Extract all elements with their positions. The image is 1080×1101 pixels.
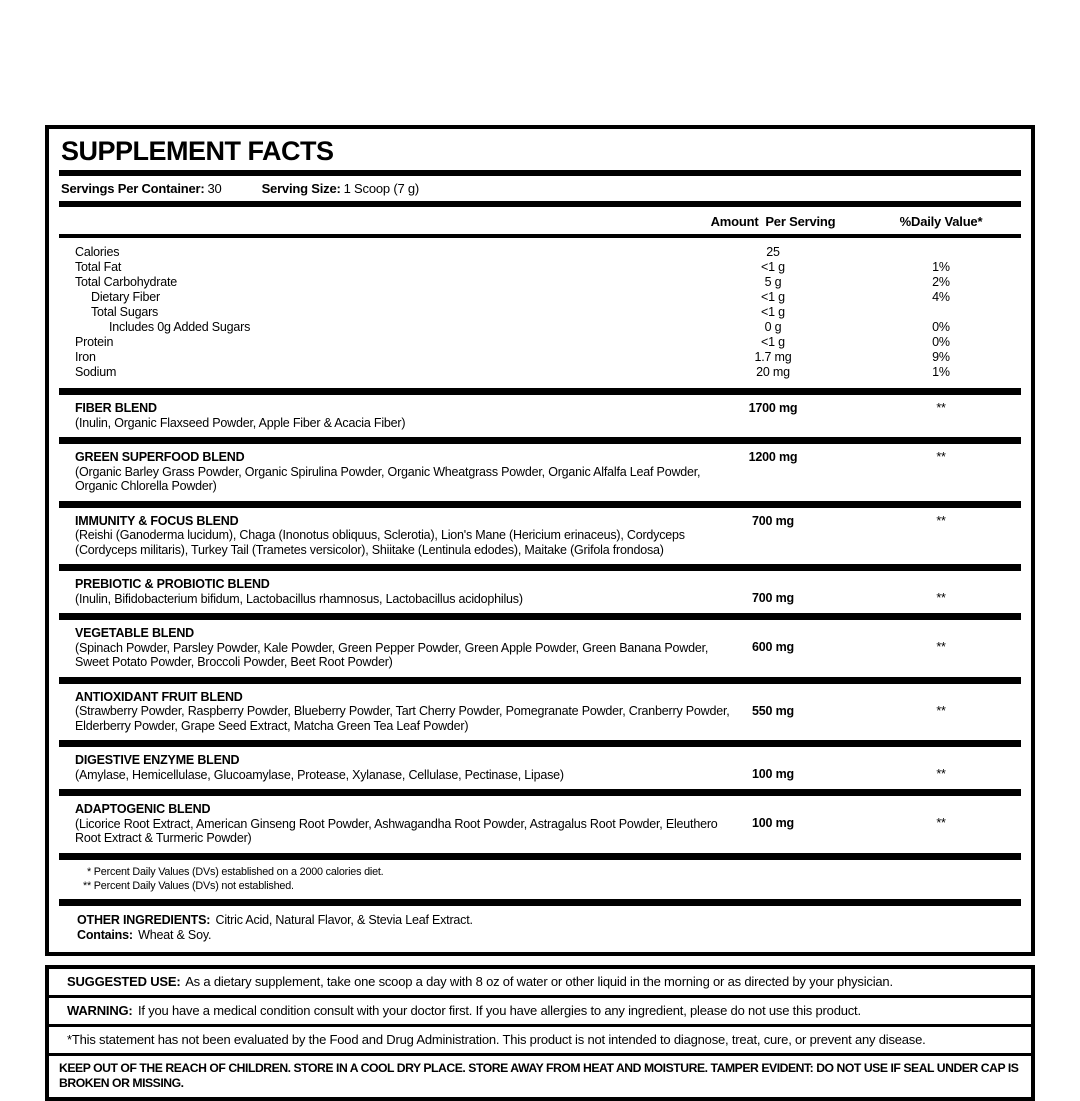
nutrient-row-total-carbohydrate: [59, 275, 1021, 290]
daily-value-column-header: %Daily Value*: [899, 214, 983, 229]
blend-dv: **: [936, 767, 946, 781]
blend-ingredients: (Spinach Powder, Parsley Powder, Kale Powder, Green Pepper Powder, Green Apple Powder, Green Banana Powder, Sweet Potato Powder, Broccoli Powder, Beet Root Powder): [75, 640, 709, 669]
blend-row-immunity-focus: [59, 508, 1021, 565]
blend-dv: **: [936, 401, 946, 415]
nutrient-row-added-sugars: [59, 320, 1021, 335]
footnotes: [59, 860, 1021, 899]
fda-disclaimer-text: *This statement has not been evaluated by the Food and Drug Administration. This product is not intended to diagnose, treat, cure, or prevent any disease.: [67, 1031, 926, 1047]
blend-ingredients: (Licorice Root Extract, American Ginseng Root Powder, Ashwagandha Root Powder, Astragalus Root Powder, Eleuthero Root Extract & Turmeric Powder): [75, 816, 718, 845]
blend-amount: 100 mg: [752, 816, 794, 830]
nutrient-amount: 1.7 mg: [754, 350, 792, 364]
nutrient-table: [59, 238, 1021, 388]
blend-text: [75, 802, 735, 846]
nutrient-amount: <1 g: [761, 335, 785, 349]
nutrient-amount: <1 g: [761, 305, 785, 319]
blend-name: IMMUNITY & FOCUS BLEND: [75, 513, 239, 528]
blend-name: DIGESTIVE ENZYME BLEND: [75, 753, 240, 767]
divider: [59, 437, 1021, 444]
blend-row-prebiotic-probiotic: [59, 571, 1021, 613]
supplement-facts-panel: [45, 125, 1035, 956]
nutrient-row-calories: [59, 245, 1021, 260]
divider: [59, 388, 1021, 395]
nutrient-dv: 2%: [932, 275, 950, 289]
nutrient-row-dietary-fiber: [59, 290, 1021, 305]
blend-amount: 700 mg: [752, 513, 794, 528]
nutrient-dv: 9%: [932, 350, 950, 364]
servings-per-container: [61, 181, 222, 196]
serving-size-label: Serving Size:: [261, 181, 341, 196]
nutrient-row-sodium: [59, 365, 1021, 380]
suggested-use-label: SUGGESTED USE:: [67, 973, 181, 989]
blend-row-antioxidant-fruit: [59, 684, 1021, 741]
nutrient-dv: 1%: [932, 365, 950, 379]
nutrient-name: Dietary Fiber: [91, 290, 160, 304]
contains-label: Contains:: [77, 927, 133, 942]
usage-warning-panel: [45, 965, 1035, 1101]
suggested-use-row: [49, 969, 1031, 995]
supplement-label: [45, 125, 1035, 1101]
blend-ingredients: (Inulin, Bifidobacterium bifidum, Lactobacillus rhamnosus, Lactobacillus acidophilus): [75, 591, 523, 606]
blend-text: [75, 626, 735, 670]
warning-text: If you have a medical condition consult with your doctor first. If you have allergies to any ingredient, please do not use this product.: [137, 1002, 861, 1018]
blend-ingredients: (Strawberry Powder, Raspberry Powder, Blueberry Powder, Tart Cherry Powder, Pomegranate Powder, Cranberry Powder, Elderberry Powder, Grape Seed Extract, Matcha Green Tea Leaf Powder): [75, 704, 730, 733]
blend-ingredients: (Amylase, Hemicellulase, Glucoamylase, Protease, Xylanase, Cellulase, Pectinase, Lipase): [75, 767, 564, 782]
nutrient-amount: <1 g: [761, 260, 785, 274]
blend-row-green-superfood: [59, 444, 1021, 501]
nutrient-name: Total Fat: [75, 260, 122, 274]
blend-name: VEGETABLE BLEND: [75, 626, 194, 640]
divider: [59, 740, 1021, 747]
blend-dv: **: [936, 513, 946, 528]
nutrient-amount: 25: [766, 245, 780, 259]
blend-ingredients: (Inulin, Organic Flaxseed Powder, Apple Fiber & Acacia Fiber): [75, 415, 406, 430]
divider: [59, 613, 1021, 620]
servings-label: Servings Per Container:: [61, 181, 205, 196]
nutrient-name: Iron: [75, 350, 96, 364]
nutrient-name: Total Carbohydrate: [75, 275, 178, 289]
serving-size-value: 1 Scoop (7 g): [343, 181, 420, 196]
keep-out-of-reach-text: KEEP OUT OF THE REACH OF CHILDREN. STORE IN A COOL DRY PLACE. STORE AWAY FROM HEAT AND MOISTURE. TAMPER EVIDENT: DO NOT USE IF SEAL UNDER CAP IS BROKEN OR MISSING.: [59, 1060, 1019, 1090]
nutrient-name: Protein: [75, 335, 114, 349]
nutrient-name: Includes 0g Added Sugars: [109, 320, 251, 334]
keep-out-of-reach-row: [49, 1056, 1031, 1097]
blend-text: [75, 401, 735, 430]
divider: [59, 564, 1021, 571]
blend-row-adaptogenic: [59, 796, 1021, 853]
nutrient-name: Sodium: [75, 365, 117, 379]
divider: [59, 899, 1021, 906]
blend-row-digestive-enzyme: [59, 747, 1021, 789]
nutrient-dv: 0%: [932, 335, 950, 349]
servings-value: 30: [207, 181, 222, 196]
other-ingredients-label: OTHER INGREDIENTS:: [77, 912, 211, 927]
blend-name: ANTIOXIDANT FRUIT BLEND: [75, 689, 243, 704]
serving-info-row: [59, 176, 1021, 201]
other-ingredients-line: [77, 913, 1021, 928]
panel-title: SUPPLEMENT FACTS: [61, 136, 334, 166]
blend-dv: **: [936, 640, 946, 654]
blend-text: [75, 690, 735, 734]
nutrient-name: Total Sugars: [91, 305, 159, 319]
nutrient-row-iron: [59, 350, 1021, 365]
blend-amount: 700 mg: [752, 591, 794, 605]
blend-name: PREBIOTIC & PROBIOTIC BLEND: [75, 577, 270, 591]
blend-text: [75, 577, 735, 606]
blend-dv: **: [936, 816, 946, 830]
divider: [59, 789, 1021, 796]
blend-amount: 1700 mg: [748, 401, 798, 415]
blend-name: ADAPTOGENIC BLEND: [75, 802, 211, 816]
blend-text: [75, 450, 735, 494]
nutrient-dv: 4%: [932, 290, 950, 304]
nutrient-row-protein: [59, 335, 1021, 350]
nutrient-dv: 0%: [932, 320, 950, 334]
nutrient-row-total-fat: [59, 260, 1021, 275]
divider: [59, 501, 1021, 508]
blend-row-fiber: [59, 395, 1021, 437]
column-header-row: [59, 207, 1021, 234]
blend-ingredients: (Organic Barley Grass Powder, Organic Spirulina Powder, Organic Wheatgrass Powder, Organic Alfalfa Leaf Powder, Organic Chlorella Powder): [75, 464, 701, 493]
nutrient-row-total-sugars: [59, 305, 1021, 320]
blend-text: [75, 514, 735, 558]
blend-dv: **: [936, 703, 946, 718]
amount-column-header: Amount Per Serving: [710, 214, 836, 229]
nutrient-amount: 20 mg: [756, 365, 790, 379]
divider: [59, 853, 1021, 860]
blend-name: FIBER BLEND: [75, 401, 157, 415]
nutrient-name: Calories: [75, 245, 120, 259]
footnote-daily-value: * Percent Daily Values (DVs) established on a 2000 calories diet.: [87, 865, 384, 878]
blend-name: GREEN SUPERFOOD BLEND: [75, 450, 245, 464]
suggested-use-text: As a dietary supplement, take one scoop a day with 8 oz of water or other liquid in the morning or as directed by your physician.: [185, 973, 893, 989]
footnote-not-established: ** Percent Daily Values (DVs) not established.: [83, 879, 294, 892]
nutrient-amount: <1 g: [761, 290, 785, 304]
blend-amount: 550 mg: [752, 703, 794, 718]
nutrient-dv: 1%: [932, 260, 950, 274]
contains-line: [77, 928, 1021, 943]
blend-text: [75, 753, 735, 782]
blend-dv: **: [936, 450, 946, 464]
other-ingredients-section: [59, 906, 1021, 952]
other-ingredients-text: Citric Acid, Natural Flavor, & Stevia Leaf Extract.: [215, 912, 473, 927]
blend-amount: 100 mg: [752, 767, 794, 781]
serving-size: [262, 181, 420, 196]
contains-text: Wheat & Soy.: [138, 927, 212, 942]
blend-ingredients: (Reishi (Ganoderma lucidum), Chaga (Inonotus obliquus, Sclerotia), Lion's Mane (Hericium erinaceus), Cordyceps (Cordyceps militaris), Turkey Tail (Trametes versicolor), Shiitake (Lentinula edodes), Maitake (Grifola frondosa): [75, 528, 685, 557]
blend-amount: 600 mg: [752, 640, 794, 654]
blend-amount: 1200 mg: [748, 450, 798, 464]
nutrient-amount: 0 g: [764, 320, 782, 334]
nutrient-amount: 5 g: [764, 275, 782, 289]
blend-dv: **: [936, 591, 946, 605]
blend-row-vegetable: [59, 620, 1021, 677]
divider: [59, 677, 1021, 684]
warning-label: WARNING:: [67, 1002, 133, 1018]
fda-disclaimer-row: [49, 1027, 1031, 1053]
warning-row: [49, 998, 1031, 1024]
